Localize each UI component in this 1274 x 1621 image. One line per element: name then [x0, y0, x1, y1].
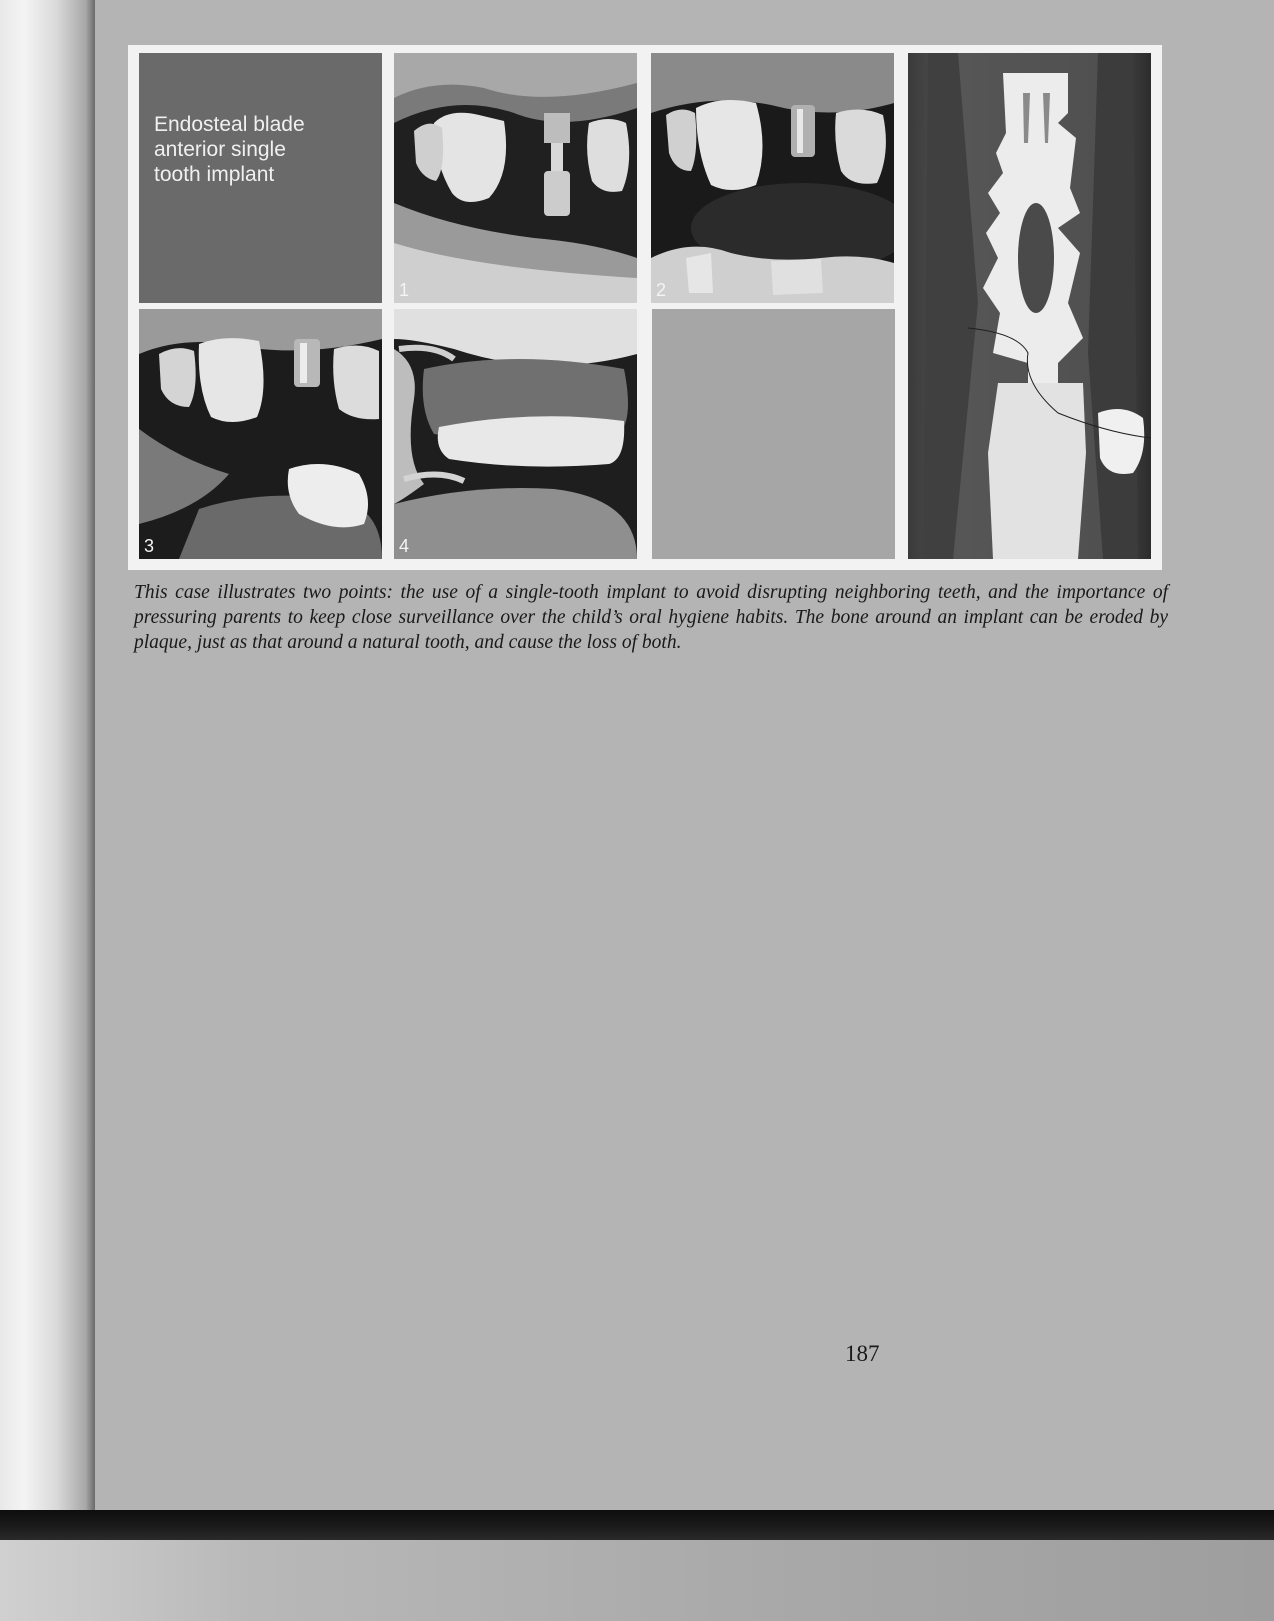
photo-plate	[128, 45, 1162, 570]
plate-title: Endosteal blade anterior single tooth implant	[154, 113, 305, 186]
book-gutter	[0, 0, 95, 1512]
photo-panel-3	[139, 309, 382, 559]
photo-number-3: 3	[144, 536, 155, 556]
photo-2-image	[651, 53, 894, 303]
figure-caption: This case illustrates two points: the use of a single-tooth implant to avoid disrupting neighboring teeth, and the importance of pressuring parents to keep close surveillance over the child’s oral hygiene habits. The bone around an implant can be eroded by plaque, just as that around a natural tooth, and cause the loss of both.	[134, 582, 1168, 653]
photo-number-1: 1	[399, 280, 410, 300]
blank-panel	[652, 309, 895, 559]
photo-number-2: 2	[656, 280, 667, 300]
plate-title-panel	[139, 53, 382, 303]
photo-number-4: 4	[399, 536, 410, 556]
photo-panel-2	[651, 53, 894, 303]
radiograph-image	[908, 53, 1151, 559]
book-edge-lower	[0, 1540, 1274, 1621]
photo-3-image	[139, 309, 382, 559]
book-edge-shadow	[0, 1510, 1274, 1540]
page-number: 187	[845, 1341, 880, 1366]
radiograph-panel	[908, 53, 1151, 559]
photo-panel-1	[394, 53, 637, 303]
photo-1-image	[394, 53, 637, 303]
photo-panel-4	[394, 309, 637, 559]
photo-4-image	[394, 309, 637, 559]
